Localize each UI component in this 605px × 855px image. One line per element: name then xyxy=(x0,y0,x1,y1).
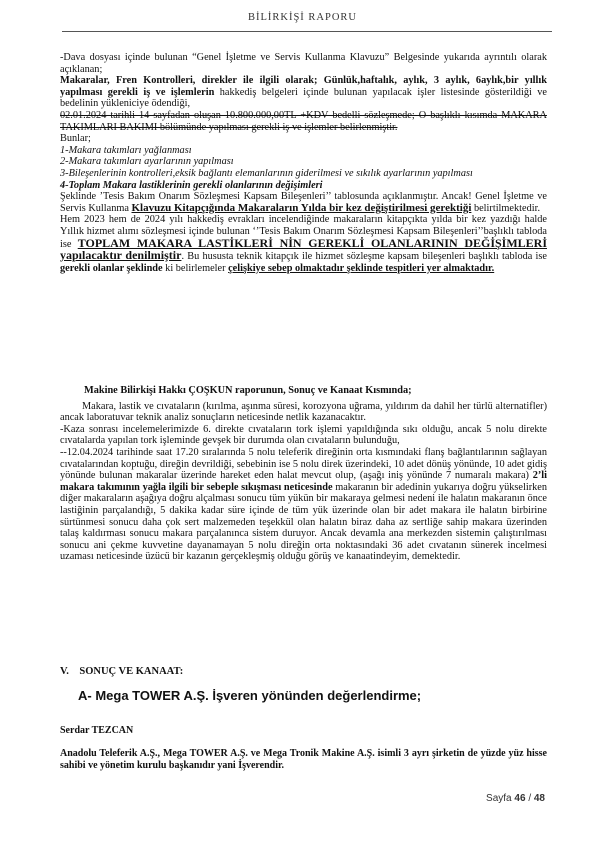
maintenance-bold: Makaralar, Fren Kontrolleri, direkler ile ilgili olarak; Günlük,haftalık, aylık, 3 aylık, 6aylık,bir yıllık yapılması gerekli iş ve işlemlerin xyxy=(60,75,547,98)
paragraph-maintenance xyxy=(60,75,547,110)
expert-heading xyxy=(60,385,547,397)
top-section xyxy=(60,52,547,274)
list-item: 3-Bileşenlerinin kontrolleri,eksik bağlantı elemanlarının giderilmesi ve sıkılık ayarlarının yapılması xyxy=(60,167,473,179)
paragraph-accident xyxy=(60,447,547,563)
klavuz-text-a: Şeklinde ’Tesis Bakım Onarım Sözleşmesi Kapsam Bileşenleri’’ tablosunda açıklanmıştır. Ancak! Genel İşletme ve Servis Kullanma xyxy=(60,191,547,214)
person-text: Anadolu Teleferik A.Ş., Mega TOWER A.Ş. ve Mega Tronik Makine A.Ş. isimli 3 ayrı şirketin de yüzde yüz hisse sahibi ve yönetim kurulu başkanıdır yani İşverendir. xyxy=(60,748,547,771)
maintenance-rest: hakkediş belgeleri içinde bulunan yapılacak işler listesinde gösterildiği ve bedelinin yükleniciye ödendiği, xyxy=(60,86,547,110)
hakkedis-emphasis: TOPLAM MAKARA LASTİKLERİ NİN GEREKLİ OLANLARININ DEĞİŞİMLERİ yapılacaktır denilmiştir xyxy=(60,235,548,263)
hakkedis-gerekli: gerekli olanlar şeklinde xyxy=(60,262,163,274)
expert-section xyxy=(60,385,547,563)
section-title: SONUÇ VE KANAAT: xyxy=(79,666,184,677)
paragraph-hakkedis xyxy=(60,214,547,274)
person-paragraph xyxy=(60,748,547,771)
paragraph-klavuz xyxy=(60,191,547,214)
accident-emphasis: 2’li makara takımının yağla ilgili bir sebeple sıkışması neticesinde xyxy=(60,470,547,493)
hakkedis-conflict: çelişkiye sebep olmaktadır şeklinde tespitleri yer almaktadır. xyxy=(228,262,495,274)
klavuz-text-c: belirtilmektedir. xyxy=(471,202,541,214)
page-current: 46 xyxy=(514,793,526,804)
hakkedis-text-c: . Bu hususta teknik kitapçık ile hizmet sözleşme kapsam bileşenleri başlıklı tabloda ise xyxy=(181,251,547,263)
accident-text-a: --12.04.2024 tarihinde saat 17.20 sıralarında 5 nolu teleferik direğinin orta kısmındaki flanş bağlantılarının sağlayan cıvatalarından koptuğu, direğin devrildiği, sebebinin ise 5 nolu direk üzerindeki, 10 adet dönüş yönünde, 10 adet gidiş yönünde bulunan makaralar üzerinde hareket eden halat mevcut olup, (aşağı iniş yönünde 7 numaralı makara) xyxy=(60,446,547,482)
accident-text-c: makaranın bir adedinin yukarıya doğru yükselirken diğer makaraların aşağıya doğru alçalması sonucu tüm yükün bir makaraya gelmesi nedeni ile halatın makaranın önce lastiğinin parçalandığı, 5 dakika kadar süre içinde de tüm yük üzerinde olan bir adet makara ile halatın birbirine sürtünmesi sonucu daha çok sert malzemeden teşekkül olan halatın biraz daha az sertliğe sahip makara üzerinden talaş kaldırması sonucu makara parçalanınca sistem duruyor. Ancak devamla ana merkezden sistemin çalıştırılması sonucu ani çekme kuvvetine dayanamayan 5 nolu direğin orta noktasındaki 36 adet cıvatanın sünerek incelmesi uzaması neticesinde üzücü bir kazanın gerçekleşmiş olduğu görüş ve kanaatindeyim, demektedir. xyxy=(60,481,547,563)
paragraph-bunlar: Bunlar; xyxy=(60,133,91,145)
person-name: Serdar TEZCAN xyxy=(60,725,134,736)
paragraph-contract: 02.01.2024 tarihli 14 sayfadan oluşan 10.800.000,00TL +KDV bedelli sözleşmede; O başlıklı kısımda MAKARA TAKIMLARI BAKIMI bölümünde yapılması gerekli iş ve işlemler belirlenmiştir. xyxy=(60,109,547,133)
page-number xyxy=(486,793,545,804)
person-heading xyxy=(60,725,547,737)
section-number: V. xyxy=(60,666,69,677)
list-item: 2-Makara takımları ayarlarının yapılması xyxy=(60,156,234,168)
section-v-heading xyxy=(60,666,183,677)
hakkedis-text-e: ki belirlemeler xyxy=(162,262,229,274)
list-item-4: 4-Toplam Makara lastiklerinin gerekli olanlarının değişimleri xyxy=(60,179,323,191)
list-item-bold xyxy=(60,180,547,192)
paragraph-torque: -Kaza sonrası incelemelerimizde 6. direkte cıvataların tork işlemi yapıldığında sıkı olduğu, ancak 5 nolu direkte cıvatalarda yapılan tork işleminde gevşek bir durumda olan cıvataların bulunduğu, xyxy=(60,423,547,447)
header-divider xyxy=(62,31,552,32)
list-item: 1-Makara takımları yağlanması xyxy=(60,144,192,156)
paragraph-analysis: Makara, lastik ve cıvataların (kırılma, aşınma süresi, korozyona uğrama, yıldırım da dahil her türlü alternatifler) ancak laboratuvar teknik analiz sonuçların neticesinde netlik kazanacaktır. xyxy=(60,400,547,424)
section-subheading: A- Mega TOWER A.Ş. İşveren yönünden değerlendirme; xyxy=(78,688,422,703)
page-separator: / xyxy=(528,793,532,804)
page-total: 48 xyxy=(533,793,545,804)
hakkedis-text-a: Hem 2023 hem de 2024 yılı hakkediş evrakları incelendiğinde makaraların kitapçıkta yılda bir kez yazdığı halde Yıllık hizmet alımı sözleşmesi içinde bulunan ‘’Tesis Bakım Onarım Sözleşmesi Kapsam Bileşenleri’’başlıklı tabloda ise xyxy=(60,214,547,250)
paragraph-guide: -Dava dosyası içinde bulunan “Genel İşletme ve Servis Kullanma Klavuzu” Belgesinde yukarıda ayrıntılı olarak açıklanan; xyxy=(60,52,547,75)
page-header-title: BİLİRKİŞİ RAPORU xyxy=(247,12,358,23)
expert-heading-text: Makine Bilirkişi Hakkı ÇOŞKUN raporunun, Sonuç ve Kanaat Kısmında; xyxy=(84,385,412,396)
klavuz-emphasis: Klavuzu Kitapçığında Makaraların Yılda bir kez değiştirilmesi gerektiği xyxy=(131,201,472,214)
page-label: Sayfa xyxy=(486,793,512,804)
